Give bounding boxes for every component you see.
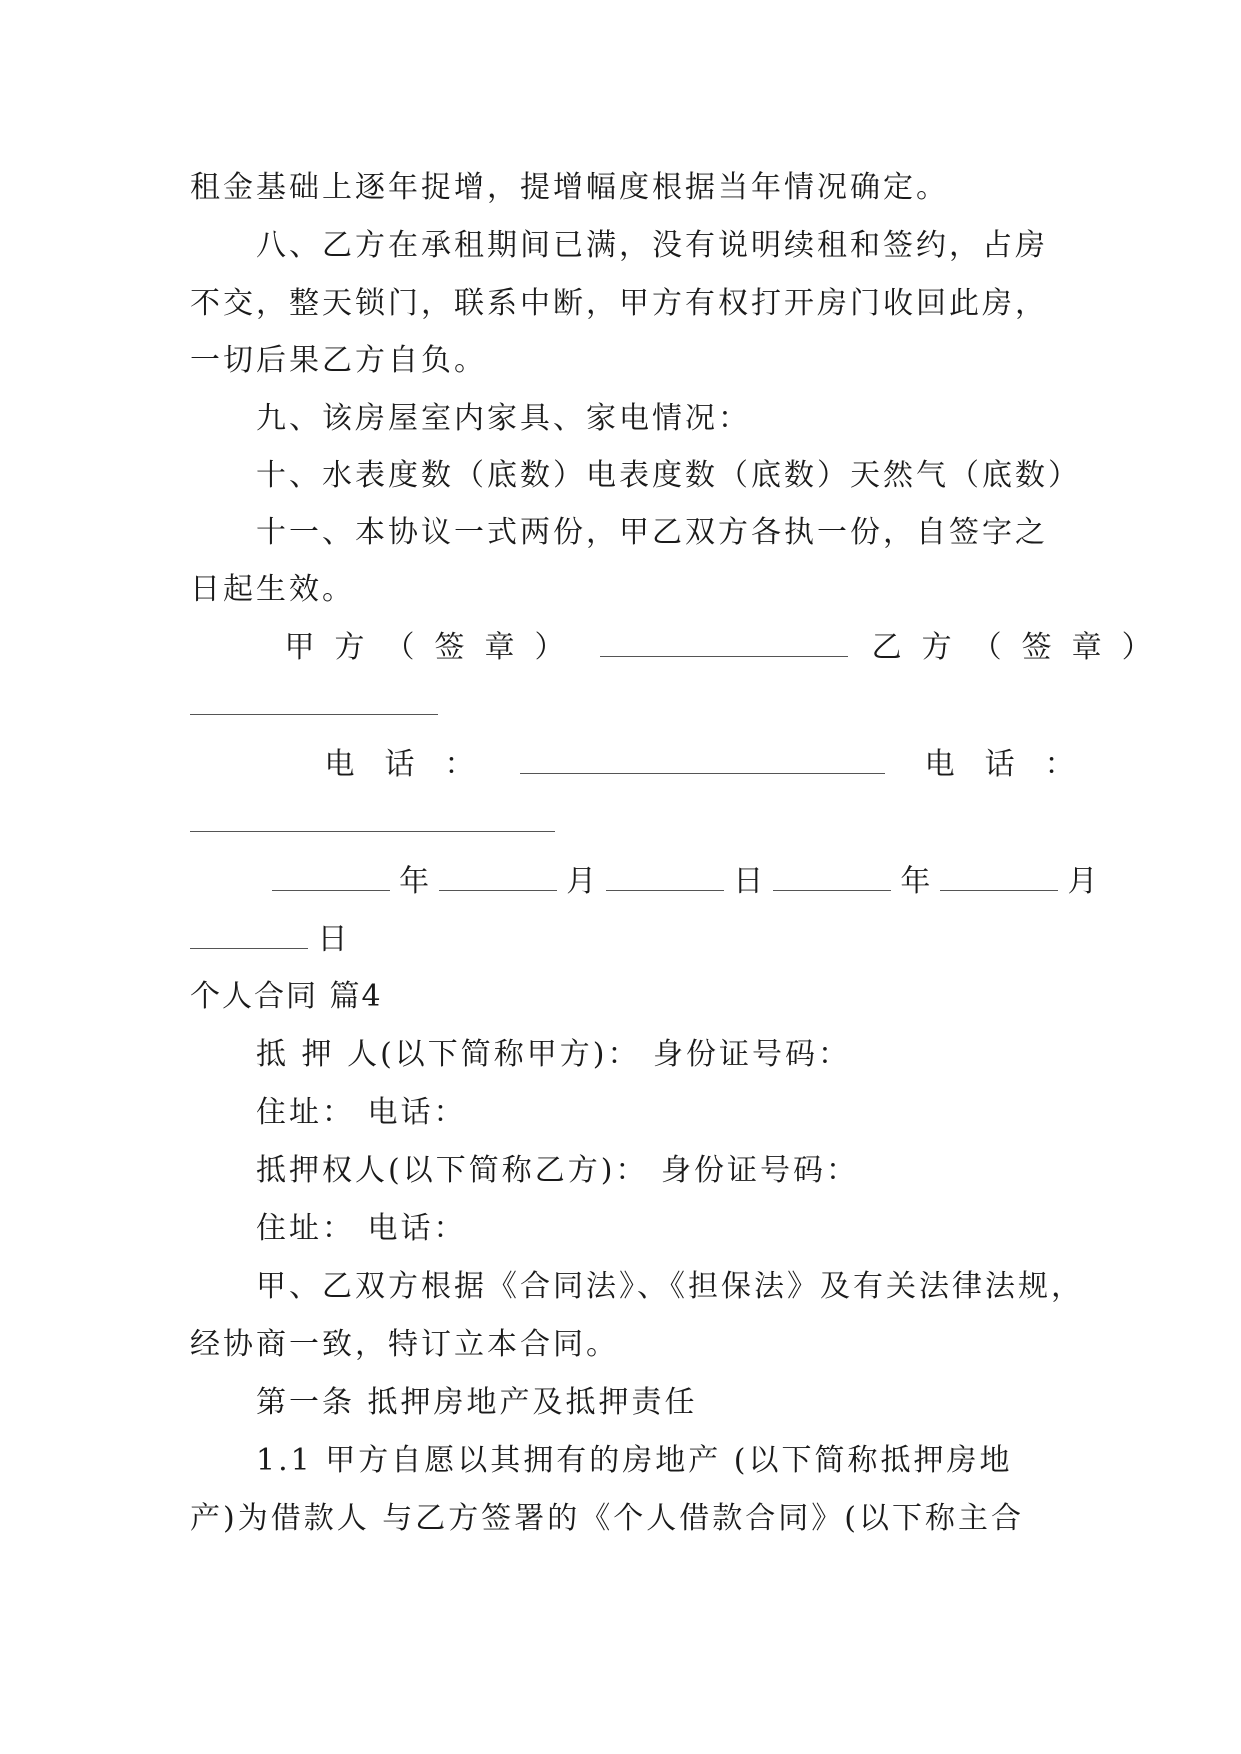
phone-row	[190, 745, 1105, 785]
party-b-sign-label: 乙方（签章）	[871, 630, 1172, 665]
party-b-day-blank[interactable]	[190, 920, 308, 949]
party-b-phone-label: 电话：	[924, 747, 1105, 782]
phone-row-continued	[190, 803, 1050, 843]
mortgagor-address-line: 住址： 电话：	[256, 1095, 467, 1130]
date-row	[190, 862, 1098, 902]
year-label: 年	[399, 864, 430, 899]
text-line: 租金基础上逐年捉增，提增幅度根据当年情况确定。	[190, 170, 949, 205]
section-title: 个人合同 篇4	[190, 979, 383, 1014]
party-b-year-blank[interactable]	[773, 862, 891, 891]
article-1-title: 第一条 抵押房地产及抵押责任	[256, 1385, 698, 1420]
clause-11-line-1: 十一、本协议一式两份，甲乙双方各执一份，自签字之	[256, 515, 1048, 550]
preamble-line-1: 甲、乙双方根据《合同法》、《担保法》及有关法律法规，	[256, 1269, 1084, 1304]
clause-10: 十、水表度数（底数）电表度数（底数）天然气（底数）	[256, 458, 1081, 493]
party-a-day-blank[interactable]	[606, 862, 724, 891]
clause-11-line-2: 日起生效。	[190, 572, 355, 607]
date-row-continued	[190, 920, 1050, 960]
party-b-sign-blank[interactable]	[190, 686, 438, 715]
party-a-sign-blank[interactable]	[600, 628, 848, 657]
signature-row	[190, 628, 1172, 668]
year-label-b: 年	[900, 864, 931, 899]
signature-row-continued	[190, 686, 1050, 726]
party-a-month-blank[interactable]	[439, 862, 557, 891]
clause-8-line-2: 不交，整天锁门，联系中断，甲方有权打开房门收回此房，	[190, 286, 1048, 321]
month-label-b: 月	[1067, 864, 1098, 899]
party-b-phone-blank[interactable]	[190, 803, 555, 832]
mortgagee-address-line: 住址： 电话：	[256, 1211, 467, 1246]
party-a-year-blank[interactable]	[272, 862, 390, 891]
article-1-1-line-1: 1.1 甲方自愿以其拥有的房地产 (以下简称抵押房地	[256, 1443, 1013, 1478]
clause-8-line-1: 八、乙方在承租期间已满，没有说明续租和签约，占房	[256, 228, 1048, 263]
clause-9: 九、该房屋室内家具、家电情况：	[256, 401, 751, 436]
party-b-month-blank[interactable]	[940, 862, 1058, 891]
preamble-line-2: 经协商一致，特订立本合同。	[190, 1327, 619, 1362]
article-1-1-line-2: 产)为借款人 与乙方签署的《个人借款合同》(以下称主合	[190, 1501, 1024, 1536]
month-label: 月	[566, 864, 597, 899]
party-a-phone-label: 电话：	[324, 747, 505, 782]
party-a-sign-label: 甲方（签章）	[284, 630, 585, 665]
clause-8-line-3: 一切后果乙方自负。	[190, 343, 487, 378]
day-label: 日	[733, 864, 764, 899]
party-a-phone-blank[interactable]	[520, 745, 885, 774]
day-label-b: 日	[317, 922, 348, 957]
mortgagor-line: 抵 押 人(以下简称甲方)： 身份证号码：	[256, 1037, 852, 1072]
mortgagee-line: 抵押权人(以下简称乙方)： 身份证号码：	[256, 1153, 859, 1188]
